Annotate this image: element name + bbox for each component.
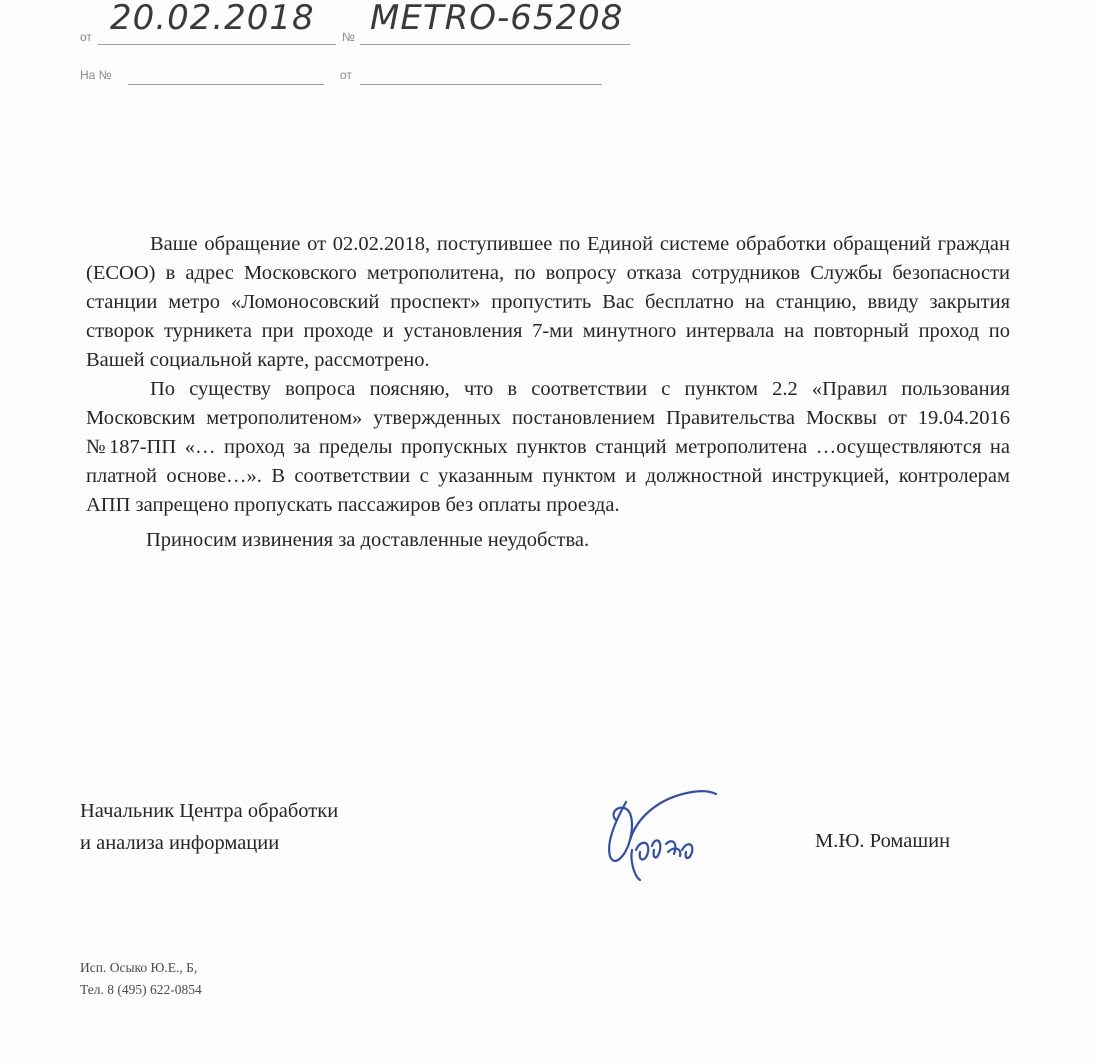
reply-date-label: от <box>340 68 352 82</box>
signer-position-line1: Начальник Центра обработки <box>80 800 339 822</box>
executor-info <box>80 957 202 1001</box>
reply-reference <box>80 62 620 92</box>
letter-body <box>86 230 1010 555</box>
reply-date-line <box>360 84 602 85</box>
signature-strokes <box>609 791 716 880</box>
executor-name: Исп. Осыко Ю.Е., Б, <box>80 960 198 975</box>
date-label: от <box>80 30 92 44</box>
outgoing-reference <box>80 0 700 48</box>
paragraph-2: По существу вопроса поясняю, что в соответствии с пунктом 2.2 «Правил пользования Московским метрополитеном» утвержденных постановлением Правительства Москвы от 19.04.2016 №187-ПП «… проход за пределы пропускных пунктов станций метрополитена …осуществляются на платной основе…». В соответствии с указанным пунктом и должностной инструкцией, контролерам АПП запрещено пропускать пассажиров без оплаты проезда. <box>86 378 1010 516</box>
signer-position <box>80 795 338 859</box>
paragraph-1: Ваше обращение от 02.02.2018, поступившее по Единой системе обработки обращений граждан (ЕСОО) в адрес Московского метрополитена, по вопросу отказа сотрудников Службы безопасности станции метро «Ломоносовский проспект» пропустить Вас бесплатно на станцию, ввиду закрытия створок турникета при проходе и установления 7-ми минутного интервала на повторный проход по Вашей социальной карте, рассмотрено. <box>86 233 1010 371</box>
handwritten-signature <box>596 780 720 886</box>
number-label: № <box>342 30 355 44</box>
reply-number-line <box>128 84 324 85</box>
executor-phone: Тел. 8 (495) 622-0854 <box>80 982 202 997</box>
number-value: METRO-65208 <box>370 0 624 38</box>
closing-line: Приносим извинения за доставленные неудобства. <box>146 529 590 551</box>
number-underline <box>360 44 630 45</box>
date-underline <box>98 44 336 45</box>
reply-number-label: На № <box>80 68 112 82</box>
signer-name: М.Ю. Ромашин <box>815 830 951 852</box>
date-value: 20.02.2018 <box>110 0 315 38</box>
signer-position-line2: и анализа информации <box>80 832 280 854</box>
